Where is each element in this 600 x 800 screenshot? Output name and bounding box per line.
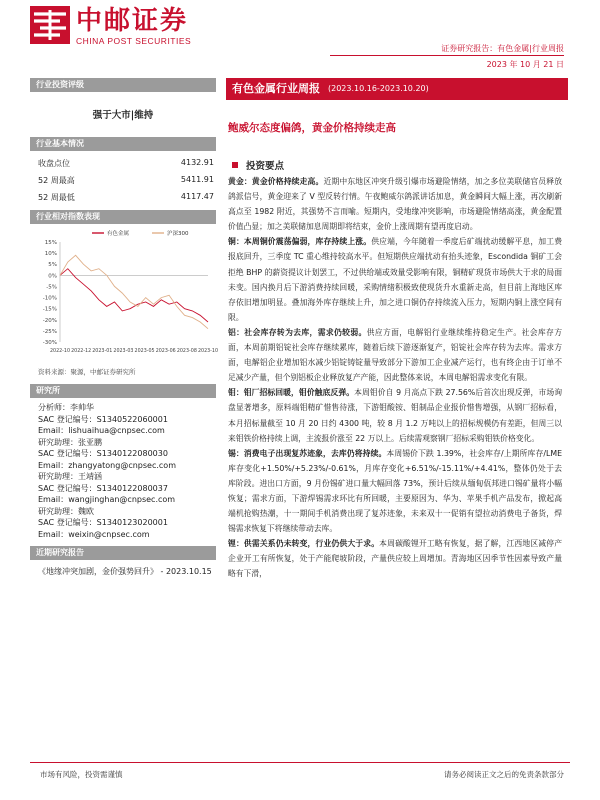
paragraph-body: 供应方面，电解铝行业继续维持稳定生产。社会库存方面，本周前期铝锭社会库存继续累库，随着后续下游逐渐复产，铝锭社会库存转为去库。需求方面，电解铝企业增加铝水减少铝锭铸锭量导致部分下游加工企业减产运行，也有终企由于订单不足减少产量，但个别铝板企业释放复产产能，因此整体来说，本周电解铝需求变化有限。 [228,327,563,383]
analyst-line: 研究助理：张亚鹏 [38,437,102,447]
analyst-line: 研究助理：王靖涵 [38,472,102,481]
banner-dates: (2023.10.16-2023.10.20) [328,84,429,93]
legend-label: 沪深300 [167,231,189,237]
sidebar [30,78,219,578]
header-divider [330,55,564,56]
paragraph-gold [226,174,568,234]
stat-row [30,155,216,172]
y-tick-label: -20% [42,317,57,324]
y-tick-label: -15% [42,306,57,313]
relative-index-svg [30,224,219,364]
recent-report-item[interactable]: 《地缘冲突加剧，金价强势回升》 - 2023.10.15 [38,567,212,576]
logo-text-cn: 中邮证券 [76,6,189,36]
analyst-line: 分析师：李帅华 [38,403,94,412]
relative-index-heading: 行业相对指数表现 [30,210,216,224]
paragraph-body: 本周碳酸锂开工略有恢复，据了解，江西地区减停产企业开工有所恢复，处于产能爬坡阶段，产量供应较上周增加。青海地区因季节性因素导致产量略有下滑， [228,539,563,579]
paragraph-tin [226,446,568,537]
paragraph-body: 近期中东地区冲突升级引爆市场避险情绪，加之多位美联储官员释放鸽派信号，黄金迎来了 V 型反转行情。午夜鲍威尔鸽派讲话加息，黄金瞬间大幅上涨，再次刷新高点至 1982 附近，其强势不言而喻。短期内，受地缘冲突影响，市场避险情绪高涨，黄金配置价值凸显；加之美联储加息周期即将结束，金价上涨周期有望再度启动。 [228,177,563,232]
analyst-line: SAC 登记编号：S1340123020001 [38,518,168,527]
china-post-logo-icon [30,6,70,44]
recent-reports-heading: 近期研究报告 [30,546,216,560]
stat-value: 5411.91 [180,175,214,184]
y-tick-label: -5% [46,284,57,291]
x-tick-label: 2023-01 [92,349,113,354]
stat-value: 4132.91 [180,158,214,167]
report-type-banner [226,78,568,100]
basic-info-heading: 行业基本情况 [30,137,216,151]
stat-label: 收盘点位 [38,159,70,168]
x-tick-label: 2022-10 [49,349,71,354]
logo-text-en: CHINA POST SECURITIES [76,36,192,46]
legend-label: 有色金属 [107,231,130,237]
x-tick-label: 2023-10 [197,349,219,354]
section-heading-text: 投资要点 [246,161,285,172]
y-tick-label: 0% [48,273,57,280]
x-tick-label: 2023-03 [113,349,134,354]
paragraph-aluminum [226,325,568,385]
analyst-list [30,398,216,546]
stats-list [30,151,216,210]
x-tick-label: 2023-08 [176,349,197,354]
paragraph-lead: 锡：消费电子出现复苏迹象，去库仍将持续。 [228,448,387,458]
risk-warning: 市场有风险，投资需谨慎 [40,770,123,779]
series-line [60,255,208,328]
disclaimer-note: 请务必阅读正文之后的免责条款部分 [444,770,564,779]
paragraph-lead: 黄金：黄金价格持续走高。 [228,177,324,186]
banner-title: 有色金属行业周报 [232,82,320,95]
stat-label: 52 周最低 [38,193,75,202]
breadcrumb: 证券研究报告：有色金属|行业周报 [441,44,564,53]
analyst-email-link[interactable]: Email：wangjinghan@cnpsec.com [38,495,176,504]
analyst-line: SAC 登记编号：S1340122080037 [38,483,168,493]
report-title: 鲍威尔态度偏鸽，黄金价格持续走高 [228,122,396,134]
paragraph-lead: 钼：钼厂招标回暖，钼价触底反弹。 [228,388,355,398]
analyst-email-link[interactable]: Email：lishuaihua@cnpsec.com [38,426,165,435]
y-tick-label: -30% [42,340,57,346]
paragraph-lead: 锂：供需关系仍未转变，行业仍供大于求。 [228,539,380,549]
series-line [60,269,208,322]
y-tick-label: 10% [44,251,57,258]
analyst-heading: 研究所 [30,384,216,398]
paragraph-body: 本周锡价下跌 1.39%，社会库存/上期所库存/LME 库存变化+1.50%/+5.23%/-0.61%，月库存变化+6.51%/-15.11%/+4.41%，整体仍处于去库阶段。进出口方面，9 月份锡矿进口量大幅回落 73%，预计后续从缅甸佤邦进口锡矿量将小幅恢复；需求方面，下游焊锡需求环比有所回暖，主要原因为、华为、苹果手机产品发布，掀起高端机抢购热潮，十一期间手机消费出现了复苏迹象，未来双十一促销有望拉动消费电子备货，焊锡需求恢复下将继续带动去库。 [228,448,562,534]
industry-rating: 强于大市|维持 [92,110,154,121]
bullet-square-icon [232,162,238,168]
main-content [226,78,568,582]
x-tick-label: 2023-05 [134,349,155,354]
paragraph-copper [226,234,568,325]
x-tick-label: 2023-06 [155,349,176,354]
paragraph-body: 本周钼价自 9 月高点下跌 27.56%后首次出现反弹，市场询盘显著增多，原料端钼精矿惜售待涨，下游钼酸铵、钼制品企业报价惜售增强，从钢厂招标看，本月招标量截至 10 月 20 日约 4300 吨，较 8 月 1.2 万吨以上的招标规模仍有差距，但周三以来钼铁价格持续上调，主流报价涨至 22 万以上。后续需观察钢厂招标采购钼铁价格变化。 [228,388,563,443]
stat-value: 4117.47 [180,192,214,201]
y-tick-label: 15% [44,240,57,246]
stat-label: 52 周最高 [38,176,75,185]
analyst-line: SAC 登记编号：S1340522060001 [38,414,168,424]
y-tick-label: 5% [48,262,57,269]
y-tick-label: -10% [42,295,57,302]
section-heading [226,154,568,174]
paragraph-body: 供应端，今年随着一季度后矿端扰动缓解平息，加工费报底回升，三季度 TC 重心维持较高水平。但短期供应端扰动有抬头迹象，Escondida 铜矿工会拒绝 BHP 的薪资提议计划罢工，不过供给端或效量受影响有限，铜精矿现货市场供大于求的局面未变。国内换月后下游消费持续回暖，采购情绪积极致使现货升水重新走高，但目前上海地区库存依旧增加明显。叠加海外库存继续上升，加之进口铜仍存持续流入压力，短期内铜上涨空间有限。 [228,237,563,322]
x-tick-label: 2022-12 [71,349,92,354]
paragraph-molybdenum [226,385,568,445]
stat-row [30,189,216,206]
analyst-line: SAC 登记编号：S1340122080030 [38,449,168,458]
analyst-email-link[interactable]: Email：weixin@cnpsec.com [38,529,150,539]
y-tick-label: -25% [42,328,57,335]
paragraph-lead: 铜：本周铜价震荡偏弱，库存持续上涨。 [228,237,372,247]
relative-index-chart [30,224,219,364]
analyst-email-link[interactable]: Email：zhangyatong@cnpsec.com [38,460,176,470]
chart-source: 资料来源：聚源，中邮证券研究所 [38,368,136,376]
stat-row [30,172,216,189]
report-header [0,0,600,80]
rating-heading: 行业投资评级 [30,78,216,92]
report-date: 2023 年 10 月 21 日 [486,60,564,69]
analyst-line: 研究助理：魏欧 [38,506,94,516]
footer-divider [30,762,570,763]
paragraph-lead: 铝：社会库存转为去库，需求仍较弱。 [228,327,367,337]
paragraph-lithium [226,536,568,581]
